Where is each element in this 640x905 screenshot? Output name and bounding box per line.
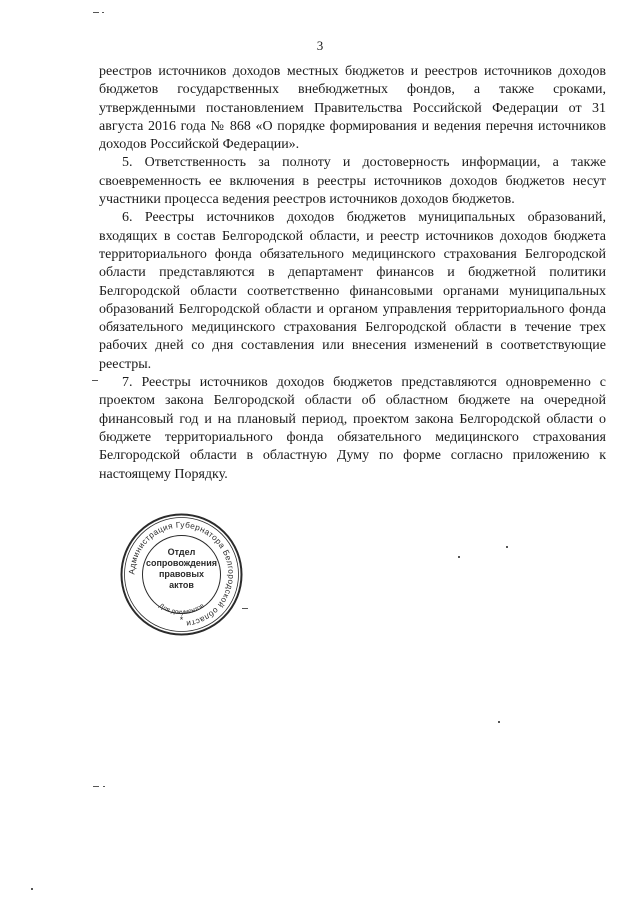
paragraph-5: 5. Ответственность за полноту и достоверность информации, а также своевременность ее включения в реестры источников доходов бюджетов несут участники процесса ведения реестров источников доходов бюджетов.: [99, 155, 606, 208]
stamp-center-line-3: правовых: [158, 569, 205, 579]
paragraph-7: 7. Реестры источников доходов бюджетов представляются одновременно с проектом закона Белгородской области об областном бюджете на очередной финансовый год и на плановый период, проектом закона Белгородской области о бюджете территориального фонда обязательного медицинского страхования Белгородской области в областную Думу по форме согласно приложению к настоящему Порядку.: [99, 375, 606, 482]
scan-speck: [31, 888, 33, 890]
stamp-star: *: [179, 615, 184, 625]
page-number: 3: [316, 38, 324, 53]
official-stamp: [119, 512, 244, 637]
scan-speck: [498, 721, 500, 723]
scan-speck: [92, 380, 98, 381]
scan-speck: [102, 12, 104, 13]
scan-speck: [93, 786, 99, 787]
stamp-ring-text: Администрация Губернатора Белгородской области: [127, 520, 236, 629]
paragraph-continuation: реестров источников доходов местных бюджетов и реестров источников доходов бюджетов государственных внебюджетных фондов, а также сроками, утвержденными постановлением Правительства Российской Федерации от 31 августа 2016 года № 868 «О порядке формирования и ведения перечня источников доходов Российской Федерации».: [99, 64, 606, 153]
stamp-bottom-text: Для документов: [157, 602, 206, 617]
scan-speck: [242, 608, 248, 609]
scan-speck: [93, 12, 99, 13]
scan-speck: [458, 556, 460, 558]
scan-speck: [506, 546, 508, 548]
stamp-center-line-1: Отдел: [167, 547, 196, 557]
scan-speck: [103, 786, 105, 787]
stamp-seal-graphic: [119, 512, 244, 637]
stamp-center-line-2: сопровождения: [145, 558, 218, 568]
document-body: [99, 63, 606, 484]
paragraph-6: 6. Реестры источников доходов бюджетов муниципальных образований, входящих в состав Белгородской области, и реестр источников доходов бюджета территориального фонда обязательного медицинского страхования Белгородской области представляются в департамент финансов и бюджетной политики Белгородской области соответственно финансовыми органами муниципальных образований Белгородской области и органом управления территориального фонда обязательного медицинского страхования Белгородской области в течение трех рабочих дней со дня составления или внесения изменений в соответствующие реестры.: [99, 210, 606, 372]
stamp-center-line-4: актов: [169, 580, 194, 590]
